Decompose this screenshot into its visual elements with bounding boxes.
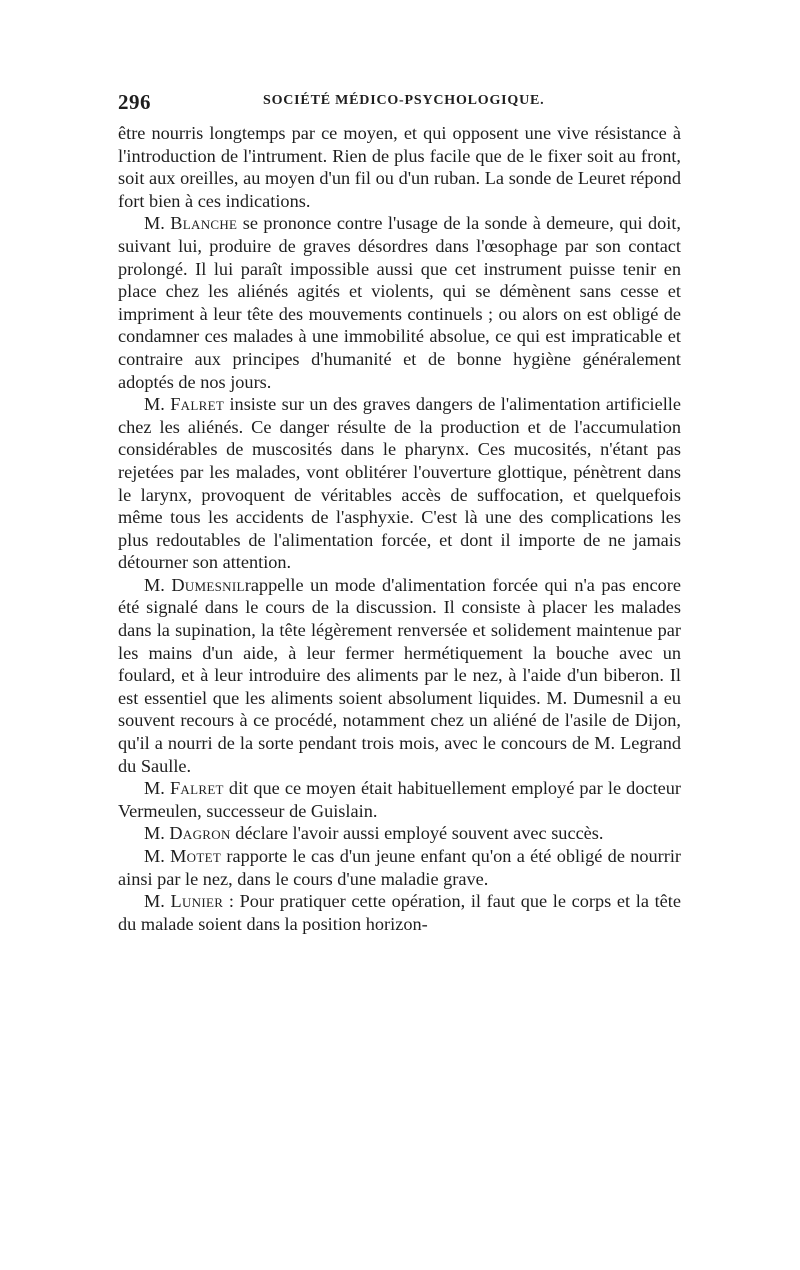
speaker-name: Falret xyxy=(170,394,225,415)
speaker-prefix: M. xyxy=(144,778,165,799)
speaker-prefix: M. xyxy=(144,574,165,595)
paragraph-text: : Pour pratiquer cette opération, il faut que le corps et la tête du malade soient dans la position horizon- xyxy=(118,891,681,934)
speaker-name: Motet xyxy=(170,846,222,866)
paragraph-falret-2 xyxy=(118,777,681,822)
paragraph-text: insiste sur un des graves dangers de l'alimentation artificielle chez les aliénés. Ce danger résulte de la production et de l'accumulation considérables de muscosités dans le pharynx. Ces mucosités, n'étant pas rejetées par les malades, vont oblitérer l'ouverture glottique, pénètrent dans le larynx, provoquent de véritables accès de suffocation, et quelquefois même tous les accidents de l'asphyxie. C'est là une des complications les plus redoutables de l'alimentation forcée, et dont il importe de ne jamais détourner son attention. xyxy=(118,394,681,573)
speaker-prefix: M. xyxy=(144,394,165,415)
paragraph-continuation xyxy=(118,122,681,212)
paragraph-motet xyxy=(118,845,681,890)
paragraph-dagron xyxy=(118,822,681,845)
page-number: 296 xyxy=(118,90,151,114)
paragraph-text: être nourris longtemps par ce moyen, et qui opposent une vive résistance à l'introduction de l'intrument. Rien de plus facile que de le fixer soit au front, soit aux oreilles, au moyen d'un fil ou d'un ruban. La sonde de Leuret répond fort bien à ces indications. xyxy=(118,123,681,211)
paragraph-blanche xyxy=(118,212,681,393)
speaker-name: Dumesnil xyxy=(171,574,245,595)
speaker-prefix: M. xyxy=(144,213,165,234)
paragraph-lunier xyxy=(118,890,681,935)
paragraph-text: déclare l'avoir aussi employé souvent avec succès. xyxy=(230,823,604,844)
running-title: SOCIÉTÉ MÉDICO-PSYCHOLOGIQUE. xyxy=(263,93,545,108)
paragraph-text: dit que ce moyen était habituellement employé par le docteur Vermeulen, successeur de Guislain. xyxy=(118,778,681,821)
speaker-name: Dagron xyxy=(169,823,231,844)
paragraph-falret xyxy=(118,393,681,574)
speaker-name: Lunier xyxy=(170,891,224,912)
paragraph-text: rapporte le cas d'un jeune enfant qu'on a été obligé de nourrir ainsi par le nez, dans le cours d'une maladie grave. xyxy=(118,846,681,889)
speaker-name: Blanche xyxy=(170,213,238,234)
speaker-prefix: M. xyxy=(144,823,165,844)
paragraph-text: rappelle un mode d'alimentation forcée qui n'a pas encore été signalé dans le cours de la discussion. Il consiste à placer les malades dans la supination, la tête légèrement renversée et solidement maintenue par les mains d'un aide, à leur fermer hermétiquement la bouche avec un foulard, et à leur introduire des aliments par le nez, à l'aide d'un biberon. Il est essentiel que les aliments soient absolument liquides. M. Dumesnil a eu souvent recours à ce procédé, notamment chez un aliéné de l'asile de Dijon, qu'il a nourri de la sorte pendant trois mois, avec le concours de M. Legrand du Saulle. xyxy=(118,574,681,776)
speaker-prefix: M. xyxy=(144,846,165,866)
paragraph-dumesnil xyxy=(118,574,681,777)
paragraph-text: se prononce contre l'usage de la sonde à demeure, qui doit, suivant lui, produire de graves désordres dans l'œsophage par son contact prolongé. Il lui paraît impossible aussi que cet instrument puisse tenir en place chez les aliénés agités et violents, qui se démènent sans cesse et impriment à leur tête des mouvements continuels ; ou alors on est obligé de condamner ces malades à une immobilité absolue, ce qui est impraticable et contraire aux principes d'humanité et de bonne hygiène généralement adoptés de nos jours. xyxy=(118,213,681,392)
running-head xyxy=(118,90,678,114)
speaker-prefix: M. xyxy=(144,891,165,912)
speaker-name: Falret xyxy=(169,778,224,799)
body-text xyxy=(118,122,681,935)
